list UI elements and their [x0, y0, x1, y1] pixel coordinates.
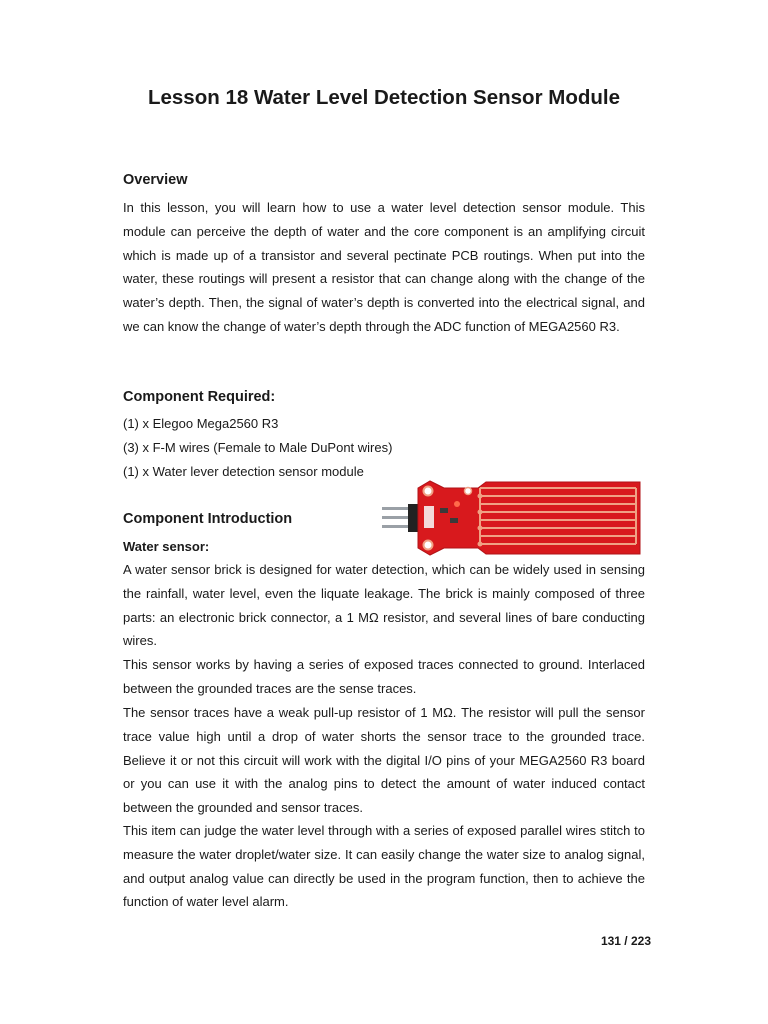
mounting-hole	[465, 488, 472, 495]
mounting-hole	[424, 487, 433, 496]
resistor	[450, 518, 458, 523]
transistor	[440, 508, 448, 513]
component-list	[123, 412, 392, 484]
overview-paragraph: In this lesson, you will learn how to use a water level detection sensor module. This module can perceive the depth of water and the core component is an amplifying circuit which is made up of a transistor and several pectinate PCB routings. When put into the water, these routings will present a resistor that can change along with the change of the water’s depth. Then, the signal of water’s depth is converted into the electrical signal, and we can know the change of water’s depth through the ADC function of MEGA2560 R3.	[123, 200, 645, 334]
water-sensor-image	[382, 478, 644, 558]
mounting-hole	[424, 541, 433, 550]
intro-paragraph: This item can judge the water level through with a series of exposed parallel wires stitch to measure the water droplet/water size. It can easily change the water size to analog signal, and output analog value can directly be used in the program function, then to achieve the function of water level alarm.	[123, 823, 645, 910]
header-pin	[382, 507, 410, 510]
list-item: (1) x Elegoo Mega2560 R3	[123, 416, 279, 431]
list-item: (1) x Water lever detection sensor module	[123, 464, 364, 479]
intro-paragraph: This sensor works by having a series of exposed traces connected to ground. Interlaced between the grounded traces are the sense traces.	[123, 657, 645, 696]
intro-paragraph: A water sensor brick is designed for water detection, which can be widely used in sensing the rainfall, water level, even the liquate leakage. The brick is mainly composed of three parts: an electronic brick connector, a 1 MΩ resistor, and several lines of bare conducting wires.	[123, 562, 645, 649]
list-item: (3) x F-M wires (Female to Male DuPont wires)	[123, 440, 393, 455]
led	[454, 501, 460, 507]
page-title: Lesson 18 Water Level Detection Sensor Module	[147, 86, 620, 109]
overview-heading: Overview	[123, 172, 188, 188]
water-sensor-subheading: Water sensor:	[123, 539, 210, 554]
intro-paragraph: The sensor traces have a weak pull-up resistor of 1 MΩ. The resistor will pull the sensor trace value high until a drop of water shorts the sensor trace to the grounded trace. Believe it or not this circuit will work with the digital I/O pins of your MEGA2560 R3 board or you can use it with the analog pins to detect the amount of water induced contact between the grounded and sensor traces.	[123, 705, 645, 815]
page-number: 131 / 223	[600, 934, 651, 948]
header-pin	[382, 525, 410, 528]
silkscreen-label	[424, 506, 434, 528]
component-introduction-heading: Component Introduction	[123, 511, 293, 527]
header-pin	[382, 516, 410, 519]
component-required-heading: Component Required:	[123, 389, 276, 405]
